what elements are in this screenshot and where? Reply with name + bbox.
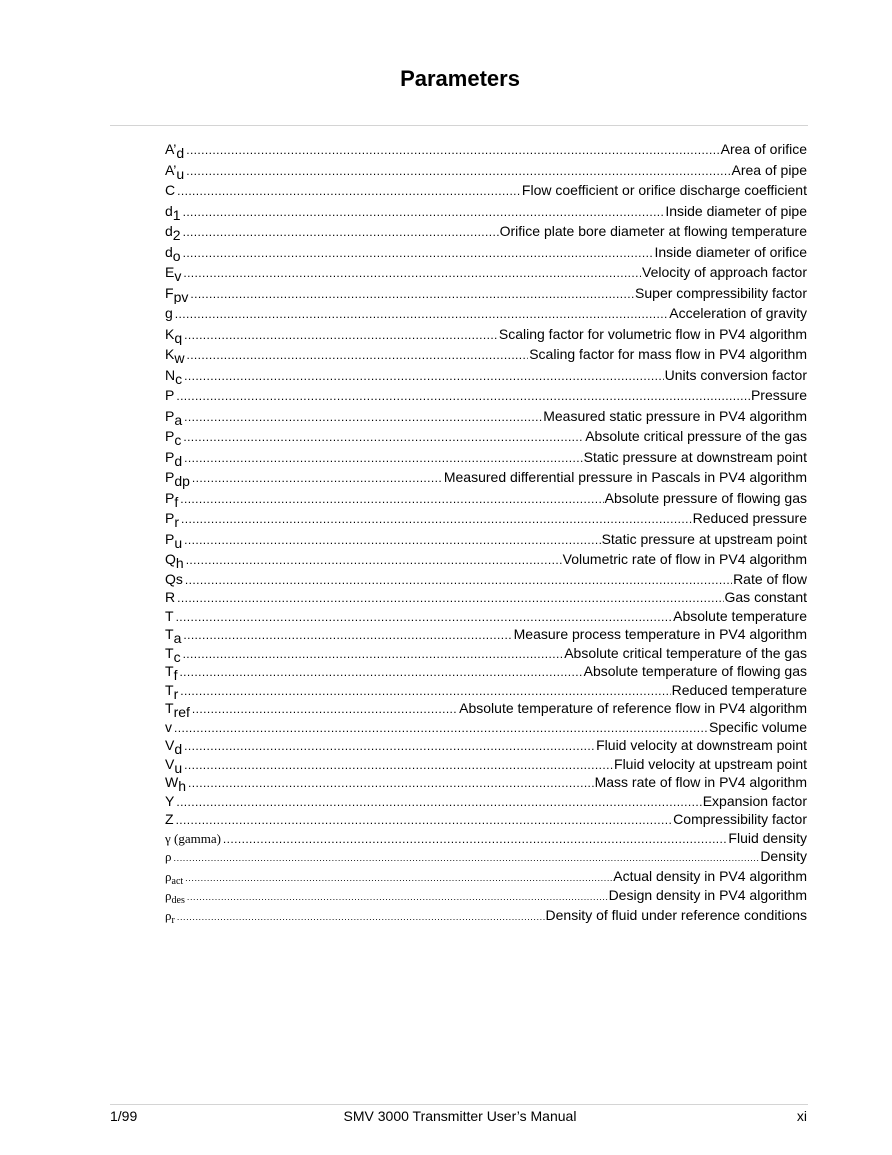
parameter-symbol <box>165 887 185 905</box>
parameter-row <box>165 530 807 551</box>
dot-leader <box>174 720 708 738</box>
parameter-symbol-subscript: a <box>174 411 183 427</box>
parameter-description: Specific volume <box>708 718 807 735</box>
parameter-description: Compressibility factor <box>673 811 807 827</box>
parameter-description: Density <box>760 848 807 864</box>
parameter-row <box>165 304 807 325</box>
dot-leader <box>185 870 612 888</box>
parameter-symbol <box>165 448 182 468</box>
dot-leader <box>184 408 542 428</box>
parameter-row <box>165 263 807 284</box>
parameter-description: Volumetric rate of flow in PV4 algorithm <box>562 551 807 567</box>
dot-leader <box>176 609 673 627</box>
dot-leader <box>177 590 723 608</box>
parameter-symbol-subscript: f <box>174 493 179 509</box>
parameter-row <box>165 181 807 202</box>
dot-leader <box>179 664 582 682</box>
parameter-symbol-base: d <box>165 243 173 260</box>
parameter-description: Absolute pressure of flowing gas <box>604 489 807 506</box>
parameter-symbol-base: A’ <box>165 141 177 157</box>
dot-leader <box>176 794 701 812</box>
parameter-symbol <box>165 366 182 386</box>
dot-leader <box>186 551 562 571</box>
dot-leader <box>184 531 600 551</box>
dot-leader <box>184 738 595 756</box>
parameter-symbol-base: ρ <box>165 907 172 923</box>
parameter-row <box>165 737 807 756</box>
parameter-symbol <box>165 222 181 242</box>
parameter-description: Absolute temperature of reference flow in PV4 algorithm <box>459 700 807 716</box>
parameter-description: Pressure <box>750 387 807 403</box>
parameter-description: Rate of flow <box>733 570 807 587</box>
parameter-symbol-base: Y <box>165 792 175 809</box>
parameter-symbol <box>165 284 188 304</box>
parameter-symbol <box>165 530 182 550</box>
parameter-symbol-subscript: h <box>175 555 184 571</box>
dot-leader <box>188 775 594 793</box>
parameter-row <box>165 719 807 738</box>
parameter-symbol-base: E <box>165 264 175 280</box>
parameter-symbol-base: T <box>165 681 174 698</box>
parameter-row <box>165 907 807 927</box>
parameter-description: Density of fluid under reference conditions <box>545 906 807 923</box>
parameter-description: Measured differential pressure in Pascals in PV4 algorithm <box>443 469 807 485</box>
parameter-symbol-base: P <box>165 510 175 526</box>
parameter-symbol-base: T <box>165 607 174 624</box>
parameter-symbol <box>165 550 184 570</box>
parameter-description: Scaling factor for mass flow in PV4 algorithm <box>529 346 807 362</box>
parameter-symbol-subscript: q <box>174 329 183 345</box>
parameter-description: Reduced pressure <box>692 510 807 526</box>
parameter-symbol-base: N <box>165 366 176 383</box>
parameter-symbol-base: W <box>165 774 179 790</box>
parameter-description: Mass rate of flow in PV4 algorithm <box>594 774 807 790</box>
parameter-symbol <box>165 793 174 811</box>
parameter-symbol-base: T <box>165 626 174 642</box>
parameter-symbol-subscript: d <box>174 741 183 756</box>
parameter-row <box>165 509 807 530</box>
parameter-symbol-base: γ (gamma) <box>165 830 221 846</box>
dot-leader <box>223 831 727 849</box>
parameter-symbol-subscript: des <box>171 895 185 906</box>
parameter-symbol-base: P <box>165 469 175 485</box>
parameter-symbol <box>165 489 178 509</box>
parameter-row <box>165 345 807 366</box>
parameter-row <box>165 325 807 346</box>
parameter-symbol-base: C <box>165 182 176 198</box>
parameter-symbol <box>165 719 172 737</box>
dot-leader <box>190 285 634 305</box>
parameter-symbol <box>165 830 221 848</box>
parameter-symbol <box>165 700 190 718</box>
dot-leader <box>184 757 613 775</box>
parameter-symbol-subscript: r <box>174 514 180 530</box>
dot-leader <box>181 510 692 530</box>
parameter-description: Fluid density <box>728 829 807 846</box>
parameter-row <box>165 468 807 489</box>
footer-manual-title: SMV 3000 Transmitter User’s Manual <box>343 1108 577 1124</box>
dot-leader <box>184 367 663 387</box>
parameter-description: Fluid velocity at upstream point <box>614 755 807 772</box>
dot-leader <box>174 850 760 868</box>
parameter-symbol <box>165 161 184 181</box>
dot-leader <box>180 490 603 510</box>
parameter-symbol-subscript: w <box>174 350 185 366</box>
parameter-symbol <box>165 386 174 406</box>
dot-leader <box>184 449 583 469</box>
parameter-symbol <box>165 345 184 365</box>
parameter-description: Fluid velocity at downstream point <box>596 737 807 753</box>
parameter-row <box>165 887 807 907</box>
parameter-symbol-base: v <box>165 718 172 735</box>
parameter-row <box>165 830 807 849</box>
parameter-row <box>165 589 807 608</box>
parameter-row <box>165 550 807 571</box>
parameter-row <box>165 645 807 664</box>
parameter-symbol-base: K <box>165 325 175 342</box>
parameter-symbol <box>165 682 178 700</box>
parameter-row <box>165 284 807 305</box>
parameter-symbol-base: P <box>165 428 175 444</box>
parameter-symbol <box>165 263 181 283</box>
parameter-description: Area of pipe <box>731 161 807 178</box>
parameter-row <box>165 663 807 682</box>
parameter-symbol <box>165 848 172 866</box>
parameter-symbol-base: ρ <box>165 888 172 903</box>
parameter-description: Expansion factor <box>702 792 807 809</box>
dot-leader <box>176 812 673 830</box>
parameter-symbol <box>165 608 174 626</box>
parameter-symbol-subscript: c <box>174 432 182 448</box>
parameter-description: Super compressibility factor <box>635 284 807 301</box>
parameter-row <box>165 427 807 448</box>
parameter-row <box>165 848 807 868</box>
dot-leader <box>180 683 670 701</box>
parameter-symbol-base: K <box>165 346 175 362</box>
parameter-description: Flow coefficient or orifice discharge coefficient <box>521 182 807 198</box>
parameter-symbol <box>165 181 175 201</box>
parameter-description: Velocity of approach factor <box>642 264 807 280</box>
parameter-row <box>165 366 807 387</box>
dot-leader <box>192 701 458 719</box>
parameter-description: Gas constant <box>724 589 807 605</box>
footer-date: 1/99 <box>110 1108 138 1124</box>
parameter-symbol-base: d <box>165 202 173 219</box>
parameter-description: Inside diameter of pipe <box>665 202 807 219</box>
parameter-symbol-subscript: 1 <box>172 206 181 222</box>
parameter-symbol-base: P <box>165 387 175 403</box>
parameter-symbol-base: P <box>165 489 175 506</box>
dot-leader <box>183 428 584 448</box>
parameter-description: Scaling factor for volumetric flow in PV4 algorithm <box>498 325 807 342</box>
parameter-symbol <box>165 304 173 324</box>
parameter-symbol-subscript: f <box>173 667 178 682</box>
dot-leader <box>184 326 498 346</box>
dot-leader <box>175 305 668 325</box>
parameter-row <box>165 489 807 510</box>
parameter-symbol-subscript: d <box>174 452 183 468</box>
dot-leader <box>192 469 443 489</box>
parameter-symbol <box>165 427 181 447</box>
parameter-row <box>165 793 807 812</box>
parameter-description: Area of orifice <box>720 141 807 157</box>
footer-divider <box>110 1104 808 1105</box>
parameter-symbol-base: d <box>165 223 173 239</box>
dot-leader <box>185 572 732 590</box>
parameter-symbol-subscript: c <box>173 648 181 663</box>
parameter-description: Static pressure at upstream point <box>601 530 807 547</box>
dot-leader <box>176 387 750 407</box>
parameter-symbol <box>165 663 177 681</box>
parameter-symbol-base: g <box>165 305 173 321</box>
parameter-description: Absolute critical temperature of the gas <box>564 644 807 661</box>
parameter-symbol-subscript: v <box>174 268 182 284</box>
parameter-symbol-base: T <box>165 663 174 679</box>
parameter-symbol-subscript: ref <box>173 704 190 719</box>
parameter-symbol-base: Q <box>165 551 176 567</box>
parameter-description: Absolute critical pressure of the gas <box>585 428 807 444</box>
parameter-symbol <box>165 468 190 488</box>
parameter-row <box>165 161 807 182</box>
parameter-symbol <box>165 325 182 345</box>
parameter-description: Static pressure at downstream point <box>583 448 807 465</box>
parameter-row <box>165 626 807 645</box>
parameter-description: Units conversion factor <box>664 366 807 383</box>
parameter-symbol-base: ρ <box>165 868 172 884</box>
parameter-symbol <box>165 202 181 222</box>
parameter-symbol-subscript: u <box>176 165 185 181</box>
parameter-row <box>165 868 807 888</box>
parameter-symbol <box>165 589 175 607</box>
parameter-row <box>165 202 807 223</box>
parameter-description: Inside diameter of orifice <box>654 243 807 260</box>
parameter-symbol-subscript: pv <box>173 288 189 304</box>
parameter-row <box>165 756 807 775</box>
parameter-symbol-base: V <box>165 755 175 772</box>
parameter-list <box>165 140 807 926</box>
parameter-symbol <box>165 756 182 774</box>
dot-leader <box>183 203 665 223</box>
parameter-row <box>165 682 807 701</box>
parameter-symbol-base: P <box>165 530 175 547</box>
footer-page-number: xi <box>796 1108 807 1124</box>
parameter-symbol-base: P <box>165 407 175 424</box>
parameter-row <box>165 407 807 428</box>
parameter-symbol <box>165 907 175 925</box>
parameter-description: Reduced temperature <box>671 681 807 698</box>
parameter-symbol-base: P <box>165 448 175 465</box>
parameter-symbol-base: T <box>165 700 174 716</box>
dot-leader <box>186 346 528 366</box>
parameter-row <box>165 608 807 627</box>
parameter-row <box>165 140 807 161</box>
parameter-symbol-subscript: h <box>178 778 187 793</box>
dot-leader <box>183 223 499 243</box>
parameter-symbol <box>165 140 184 160</box>
parameter-description: Acceleration of gravity <box>669 305 807 321</box>
parameter-symbol-subscript: u <box>174 534 183 550</box>
parameter-symbol-base: A’ <box>165 161 177 178</box>
parameter-symbol-subscript: 2 <box>172 227 181 243</box>
parameter-symbol <box>165 811 174 829</box>
parameter-symbol <box>165 868 183 886</box>
parameter-symbol-base: F <box>165 284 174 301</box>
parameter-symbol-subscript: act <box>171 875 184 887</box>
parameter-symbol-base: R <box>165 589 176 605</box>
parameter-symbol <box>165 407 182 427</box>
dot-leader <box>183 244 654 264</box>
parameter-symbol <box>165 645 181 663</box>
parameter-description: Orifice plate bore diameter at flowing temperature <box>499 223 807 239</box>
dot-leader <box>177 182 521 202</box>
parameter-symbol-base: V <box>165 737 175 753</box>
parameter-symbol-base: Qs <box>165 570 183 587</box>
header-divider <box>110 125 808 126</box>
parameter-symbol-base: Z <box>165 811 174 827</box>
dot-leader <box>187 889 608 907</box>
parameter-symbol-subscript: a <box>173 630 182 645</box>
parameter-description: Design density in PV4 algorithm <box>608 887 807 903</box>
parameter-symbol <box>165 626 181 644</box>
parameter-symbol <box>165 774 186 792</box>
parameter-row <box>165 774 807 793</box>
parameter-symbol <box>165 243 181 263</box>
parameter-description: Measured static pressure in PV4 algorithm <box>543 407 807 424</box>
parameter-symbol-subscript: dp <box>174 473 190 489</box>
parameter-symbol-subscript: o <box>172 247 181 263</box>
dot-leader <box>186 162 730 182</box>
parameter-symbol-subscript: r <box>171 914 175 926</box>
parameter-description: Actual density in PV4 algorithm <box>613 867 807 884</box>
parameter-row <box>165 448 807 469</box>
parameter-symbol <box>165 509 179 529</box>
parameter-symbol <box>165 571 183 589</box>
parameter-description: Measure process temperature in PV4 algorithm <box>513 626 807 642</box>
dot-leader <box>183 646 564 664</box>
parameter-row <box>165 243 807 264</box>
parameter-description: Absolute temperature of flowing gas <box>583 663 807 679</box>
parameter-symbol-subscript: u <box>174 759 183 774</box>
parameter-symbol-subscript: c <box>175 370 183 386</box>
parameter-row <box>165 700 807 719</box>
parameter-symbol-base: T <box>165 644 174 661</box>
parameter-symbol-base: ρ <box>165 849 172 864</box>
parameter-row <box>165 571 807 590</box>
parameter-row <box>165 222 807 243</box>
dot-leader <box>177 909 545 927</box>
dot-leader <box>183 264 641 284</box>
page-title: Parameters <box>400 66 520 91</box>
parameter-row <box>165 386 807 407</box>
parameter-description: Absolute temperature <box>673 607 807 624</box>
parameter-symbol <box>165 737 182 755</box>
parameter-symbol-subscript: d <box>176 145 185 161</box>
dot-leader <box>186 141 719 161</box>
dot-leader <box>183 627 512 645</box>
parameter-row <box>165 811 807 830</box>
parameter-symbol-subscript: r <box>173 685 179 700</box>
